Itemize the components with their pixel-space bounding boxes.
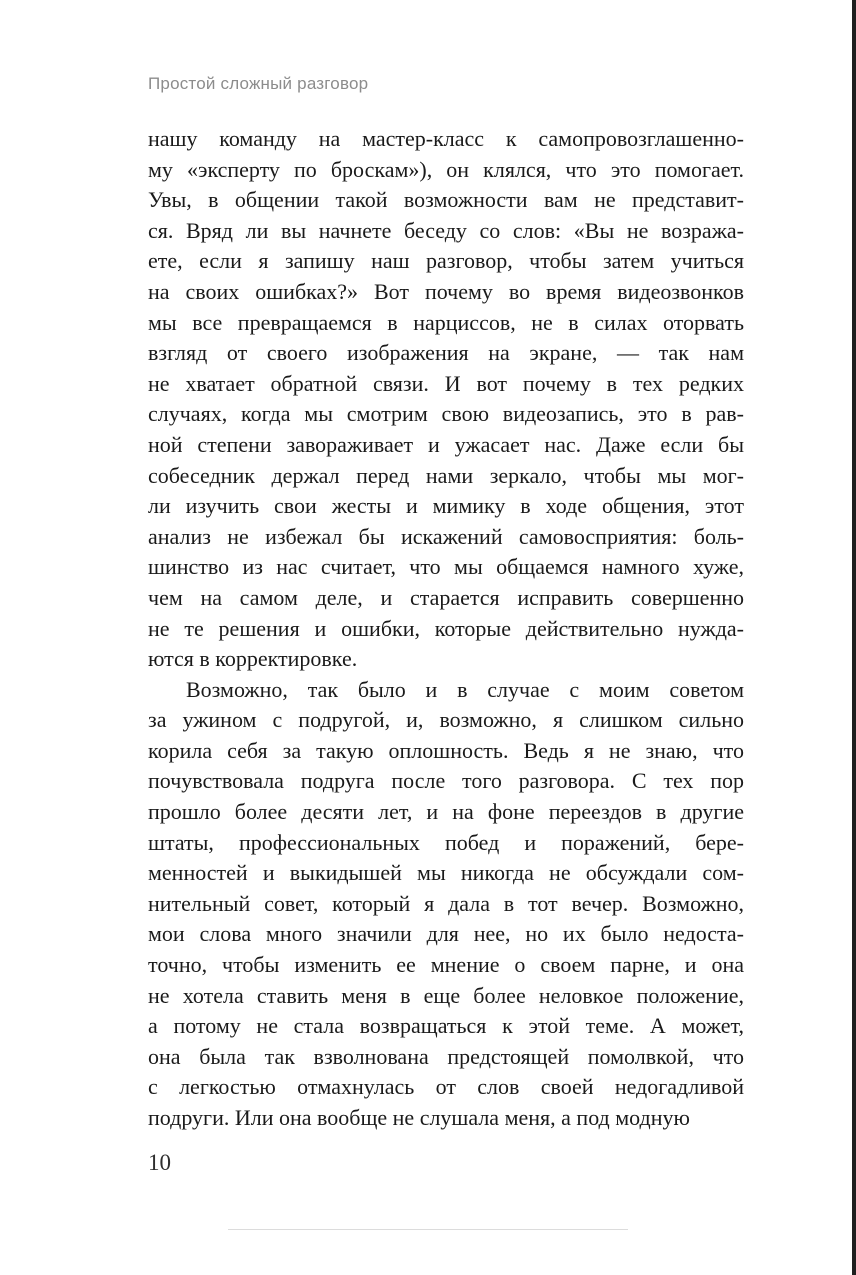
- text-line: ли изучить свои жесты и мимику в ходе общения, этот: [148, 493, 744, 519]
- text-line: Увы, в общении такой возможности вам не представит-: [148, 187, 744, 213]
- text-line: она была так взволнована предстоящей помолвкой, что: [148, 1043, 744, 1069]
- text-line: корила себя за такую оплошность. Ведь я не знаю, что: [148, 737, 744, 763]
- text-line: мы все превращаемся в нарциссов, не в силах оторвать: [148, 309, 744, 335]
- text-line: му «эксперту по броскам»), он клялся, что это помогает.: [148, 156, 744, 182]
- text-line: не те решения и ошибки, которые действительно нужда-: [148, 615, 744, 641]
- text-line: собеседник держал перед нами зеркало, чтобы мы мог-: [148, 462, 744, 488]
- text-line: а потому не стала возвращаться к этой теме. А может,: [148, 1013, 744, 1039]
- text-line: ете, если я запишу наш разговор, чтобы затем учиться: [148, 248, 744, 274]
- text-line: не хватает обратной связи. И вот почему в тех редких: [148, 370, 744, 396]
- text-line: чем на самом деле, и старается исправить совершенно: [148, 584, 744, 610]
- text-line: шинство из нас считает, что мы общаемся намного хуже,: [148, 554, 744, 580]
- footer-divider: [228, 1229, 628, 1230]
- text-line: ной степени завораживает и ужасает нас. Даже если бы: [148, 431, 744, 457]
- text-line: почувствовала подруга после того разговора. С тех пор: [148, 768, 744, 794]
- text-line: точно, чтобы изменить ее мнение о своем парне, и она: [148, 952, 744, 978]
- text-line: ются в корректировке.: [148, 646, 358, 672]
- text-line: анализ не избежал бы искажений самовосприятия: боль-: [148, 523, 744, 549]
- text-line: прошло более десяти лет, и на фоне переездов в другие: [148, 799, 744, 825]
- text-line: нашу команду на мастер-класс к самопровозглашенно-: [148, 126, 744, 151]
- text-line: подруги. Или она вообще не слушала меня, а под модную: [148, 1105, 690, 1130]
- text-body: [148, 124, 744, 1134]
- paragraph: [148, 675, 744, 1134]
- text-line: на своих ошибках?» Вот почему во время видеозвонков: [148, 278, 744, 304]
- text-line: штаты, профессиональных побед и поражений, бере-: [148, 829, 744, 855]
- text-line: Возможно, так было и в случае с моим советом: [186, 676, 744, 702]
- paragraph: [148, 124, 744, 675]
- text-line: нительный совет, который я дала в тот вечер. Возможно,: [148, 890, 744, 916]
- text-line: взгляд от своего изображения на экране, — так нам: [148, 340, 744, 366]
- text-line: мои слова много значили для нее, но их было недоста-: [148, 921, 744, 947]
- text-line: не хотела ставить меня в еще более неловкое положение,: [148, 982, 744, 1008]
- text-line: за ужином с подругой, и, возможно, я слишком сильно: [148, 707, 744, 733]
- text-line: ся. Вряд ли вы начнете беседу со слов: «Вы не возража-: [148, 217, 744, 243]
- running-header: Простой сложный разговор: [148, 74, 369, 93]
- text-line: случаях, когда мы смотрим свою видеозапись, это в рав-: [148, 401, 744, 427]
- text-line: менностей и выкидышей мы никогда не обсуждали сом-: [148, 860, 744, 886]
- screen-edge: [852, 0, 856, 1275]
- page-number: 10: [148, 1150, 171, 1175]
- text-line: с легкостью отмахнулась от слов своей недогадливой: [148, 1074, 744, 1100]
